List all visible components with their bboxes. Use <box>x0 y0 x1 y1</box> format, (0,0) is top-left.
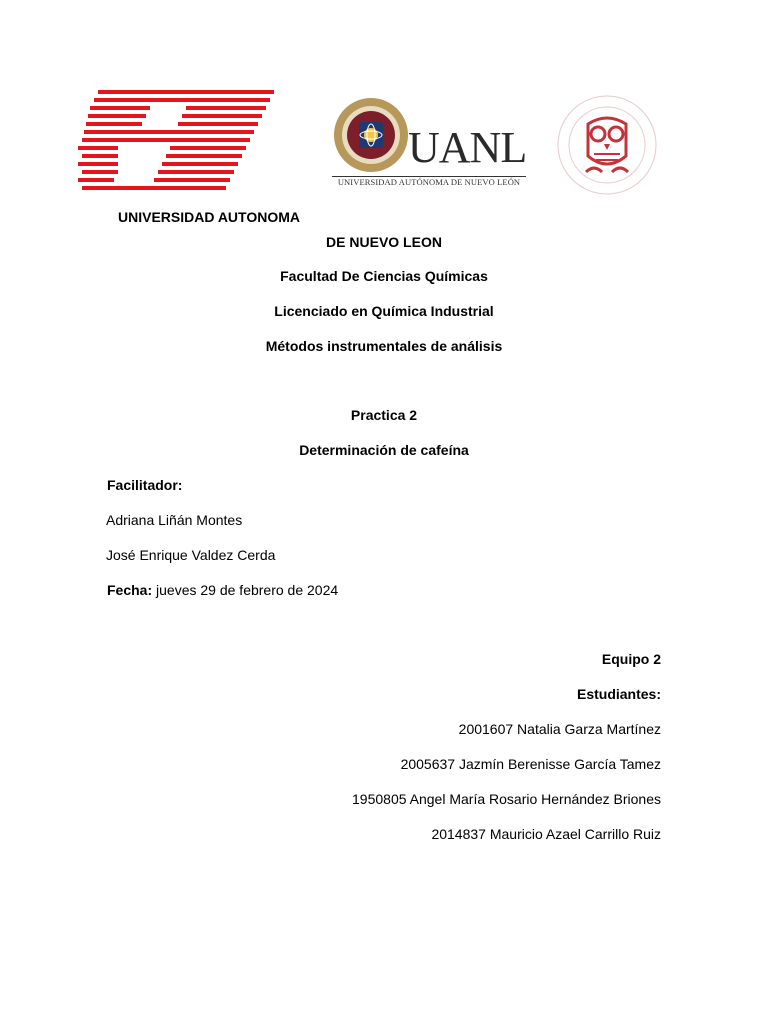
uanl-subtitle: UNIVERSIDAD AUTÓNOMA DE NUEVO LEÓN <box>332 176 526 188</box>
student-entry: 2014837 Mauricio Azael Carrillo Ruiz <box>431 826 661 842</box>
practice-title: Practica 2 <box>350 407 418 423</box>
uanl-logo <box>330 96 526 188</box>
students-label: Estudiantes: <box>576 686 661 702</box>
facilitator-name: José Enrique Valdez Cerda <box>106 547 276 563</box>
uanl-seal-icon <box>332 96 410 174</box>
fcq-owl-seal-icon <box>556 94 658 196</box>
fcq-striped-logo <box>78 90 278 190</box>
uanl-wordmark: UANL <box>408 123 527 172</box>
facilitator-label: Facilitador: <box>107 477 183 493</box>
program-name: Licenciado en Química Industrial <box>274 303 494 319</box>
course-name: Métodos instrumentales de análisis <box>265 338 503 354</box>
practice-topic: Determinación de cafeína <box>299 442 469 458</box>
date-label: Fecha: <box>107 582 153 598</box>
logo-bar <box>0 0 768 200</box>
student-entry: 2005637 Jazmín Berenisse García Tamez <box>400 756 661 772</box>
university-line-1: UNIVERSIDAD AUTONOMA <box>118 209 301 225</box>
faculty-name: Facultad De Ciencias Químicas <box>280 268 488 284</box>
facilitator-name: Adriana Liñán Montes <box>106 512 243 528</box>
university-line-2: DE NUEVO LEON <box>326 234 442 250</box>
student-entry: 1950805 Angel María Rosario Hernández Briones <box>352 791 661 807</box>
date-value: jueves 29 de febrero de 2024 <box>156 582 339 598</box>
date-line <box>107 582 338 598</box>
team-name: Equipo 2 <box>601 651 661 667</box>
student-entry: 2001607 Natalia Garza Martínez <box>458 721 661 737</box>
